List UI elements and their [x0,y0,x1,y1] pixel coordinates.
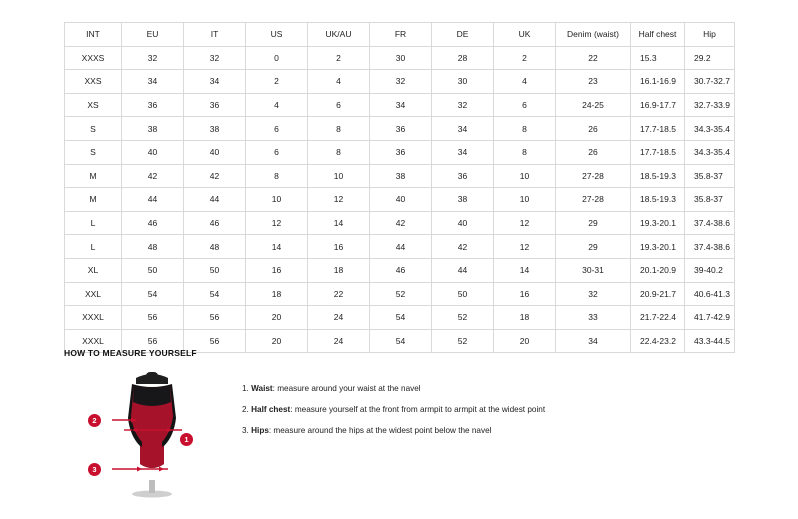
cell-hip: 40.6-41.3 [685,282,735,306]
cell-half-chest: 15.3 [631,46,685,70]
mannequin-illustration [92,368,212,498]
cell-int: S [65,140,122,164]
cell-half-chest: 17.7-18.5 [631,140,685,164]
cell-us: 18 [246,282,308,306]
measure-notes [242,368,545,447]
cell-us: 10 [246,188,308,212]
cell-de: 40 [432,211,494,235]
cell-uk-au: 6 [308,93,370,117]
cell-denim: 34 [556,329,631,353]
cell-uk: 16 [494,282,556,306]
cell-hip: 29.2 [685,46,735,70]
cell-us: 6 [246,117,308,141]
cell-fr: 44 [370,235,432,259]
column-header-it: IT [184,23,246,47]
measure-note-hips [242,426,545,436]
cell-eu: 34 [122,70,184,94]
measure-note-waist [242,384,545,394]
cell-hip: 32.7-33.9 [685,93,735,117]
cell-it: 40 [184,140,246,164]
mannequin-figure [92,368,212,498]
cell-de: 34 [432,140,494,164]
cell-int: XXXL [65,329,122,353]
cell-denim: 22 [556,46,631,70]
cell-uk-au: 24 [308,306,370,330]
cell-it: 32 [184,46,246,70]
column-header-denim-waist: Denim (waist) [556,23,631,47]
cell-uk-au: 12 [308,188,370,212]
cell-eu: 40 [122,140,184,164]
cell-uk-au: 18 [308,258,370,282]
note-number: 3. [242,425,249,435]
cell-uk-au: 16 [308,235,370,259]
cell-us: 8 [246,164,308,188]
cell-de: 52 [432,306,494,330]
cell-denim: 26 [556,117,631,141]
cell-de: 44 [432,258,494,282]
cell-uk-au: 8 [308,117,370,141]
cell-int: XL [65,258,122,282]
cell-fr: 52 [370,282,432,306]
cell-it: 56 [184,306,246,330]
note-number: 1. [242,384,249,393]
cell-it: 34 [184,70,246,94]
cell-uk: 2 [494,46,556,70]
cell-uk-au: 8 [308,140,370,164]
cell-denim: 24-25 [556,93,631,117]
cell-hip: 30.7-32.7 [685,70,735,94]
cell-us: 20 [246,329,308,353]
table-body [65,46,735,353]
cell-fr: 38 [370,164,432,188]
cell-denim: 29 [556,235,631,259]
table-row [65,282,735,306]
cell-fr: 34 [370,93,432,117]
cell-us: 16 [246,258,308,282]
cell-int: M [65,188,122,212]
table-row [65,258,735,282]
table-row [65,306,735,330]
cell-fr: 54 [370,329,432,353]
cell-uk-au: 14 [308,211,370,235]
cell-half-chest: 17.7-18.5 [631,117,685,141]
table-header-row [65,23,735,47]
table-row [65,70,735,94]
cell-uk: 8 [494,117,556,141]
cell-uk: 18 [494,306,556,330]
cell-hip: 43.3-44.5 [685,329,735,353]
cell-eu: 38 [122,117,184,141]
cell-uk: 12 [494,235,556,259]
cell-int: L [65,211,122,235]
cell-de: 30 [432,70,494,94]
cell-denim: 33 [556,306,631,330]
cell-fr: 30 [370,46,432,70]
cell-de: 34 [432,117,494,141]
cell-uk: 20 [494,329,556,353]
note-text: : measure yourself at the front from armpit to armpit at the widest point [290,404,546,414]
cell-denim: 26 [556,140,631,164]
cell-int: S [65,117,122,141]
cell-it: 42 [184,164,246,188]
cell-half-chest: 16.1-16.9 [631,70,685,94]
note-text: : measure around the hips at the widest point below the navel [268,425,492,435]
cell-half-chest: 21.7-22.4 [631,306,685,330]
cell-us: 0 [246,46,308,70]
cell-int: XS [65,93,122,117]
size-chart-table [64,22,735,353]
cell-int: L [65,235,122,259]
table-row [65,46,735,70]
note-term: Hips [251,425,269,435]
cell-half-chest: 18.5-19.3 [631,164,685,188]
cell-uk-au: 22 [308,282,370,306]
cell-fr: 40 [370,188,432,212]
cell-de: 38 [432,188,494,212]
cell-eu: 42 [122,164,184,188]
cell-it: 50 [184,258,246,282]
cell-de: 28 [432,46,494,70]
how-to-measure-section [64,348,744,498]
note-term: Waist [251,384,273,393]
callout-badge-3: 3 [88,463,101,476]
cell-hip: 39-40.2 [685,258,735,282]
cell-us: 6 [246,140,308,164]
column-header-de: DE [432,23,494,47]
cell-us: 14 [246,235,308,259]
cell-eu: 56 [122,329,184,353]
cell-int: XXS [65,70,122,94]
cell-eu: 50 [122,258,184,282]
cell-uk: 12 [494,211,556,235]
cell-eu: 36 [122,93,184,117]
cell-denim: 29 [556,211,631,235]
cell-denim: 27-28 [556,188,631,212]
cell-de: 50 [432,282,494,306]
cell-it: 36 [184,93,246,117]
table-row [65,117,735,141]
cell-de: 32 [432,93,494,117]
table-row [65,235,735,259]
cell-denim: 27-28 [556,164,631,188]
cell-half-chest: 19.3-20.1 [631,235,685,259]
cell-hip: 35.8-37 [685,164,735,188]
cell-us: 4 [246,93,308,117]
cell-uk-au: 2 [308,46,370,70]
column-header-int: INT [65,23,122,47]
cell-uk: 8 [494,140,556,164]
cell-uk-au: 24 [308,329,370,353]
cell-fr: 46 [370,258,432,282]
table-row [65,211,735,235]
cell-fr: 36 [370,117,432,141]
note-text: : measure around your waist at the navel [272,384,421,393]
cell-uk: 6 [494,93,556,117]
cell-denim: 32 [556,282,631,306]
table-row [65,93,735,117]
cell-half-chest: 16.9-17.7 [631,93,685,117]
cell-uk: 10 [494,164,556,188]
cell-eu: 44 [122,188,184,212]
cell-hip: 34.3-35.4 [685,117,735,141]
cell-uk: 14 [494,258,556,282]
cell-it: 38 [184,117,246,141]
cell-denim: 23 [556,70,631,94]
cell-it: 44 [184,188,246,212]
cell-int: XXXS [65,46,122,70]
cell-half-chest: 18.5-19.3 [631,188,685,212]
note-number: 2. [242,404,249,414]
cell-us: 20 [246,306,308,330]
cell-eu: 32 [122,46,184,70]
cell-us: 2 [246,70,308,94]
cell-it: 46 [184,211,246,235]
cell-uk-au: 4 [308,70,370,94]
cell-half-chest: 19.3-20.1 [631,211,685,235]
cell-eu: 54 [122,282,184,306]
cell-hip: 34.3-35.4 [685,140,735,164]
column-header-uk-au: UK/AU [308,23,370,47]
cell-it: 56 [184,329,246,353]
cell-uk: 4 [494,70,556,94]
cell-eu: 48 [122,235,184,259]
cell-de: 36 [432,164,494,188]
cell-fr: 42 [370,211,432,235]
column-header-us: US [246,23,308,47]
column-header-eu: EU [122,23,184,47]
section-title: HOW TO MEASURE YOURSELF [64,348,197,358]
callout-badge-1: 1 [180,433,193,446]
cell-de: 52 [432,329,494,353]
table-row [65,140,735,164]
measure-note-half-chest [242,405,545,415]
cell-denim: 30-31 [556,258,631,282]
column-header-fr: FR [370,23,432,47]
cell-half-chest: 20.1-20.9 [631,258,685,282]
cell-int: XXXL [65,306,122,330]
cell-it: 54 [184,282,246,306]
column-header-uk: UK [494,23,556,47]
cell-de: 42 [432,235,494,259]
cell-hip: 41.7-42.9 [685,306,735,330]
cell-it: 48 [184,235,246,259]
table-row [65,164,735,188]
measure-body [64,368,744,498]
cell-eu: 46 [122,211,184,235]
cell-hip: 35.8-37 [685,188,735,212]
cell-uk-au: 10 [308,164,370,188]
column-header-hip: Hip [685,23,735,47]
cell-half-chest: 22.4-23.2 [631,329,685,353]
cell-fr: 36 [370,140,432,164]
cell-fr: 32 [370,70,432,94]
note-term: Half chest [251,404,291,414]
cell-hip: 37.4-38.6 [685,235,735,259]
cell-hip: 37.4-38.6 [685,211,735,235]
table-row [65,188,735,212]
column-header-half-chest: Half chest [631,23,685,47]
cell-fr: 54 [370,306,432,330]
cell-us: 12 [246,211,308,235]
cell-int: M [65,164,122,188]
cell-uk: 10 [494,188,556,212]
size-chart-container [64,22,734,353]
callout-badge-2: 2 [88,414,101,427]
cell-int: XXL [65,282,122,306]
cell-half-chest: 20.9-21.7 [631,282,685,306]
cell-eu: 56 [122,306,184,330]
